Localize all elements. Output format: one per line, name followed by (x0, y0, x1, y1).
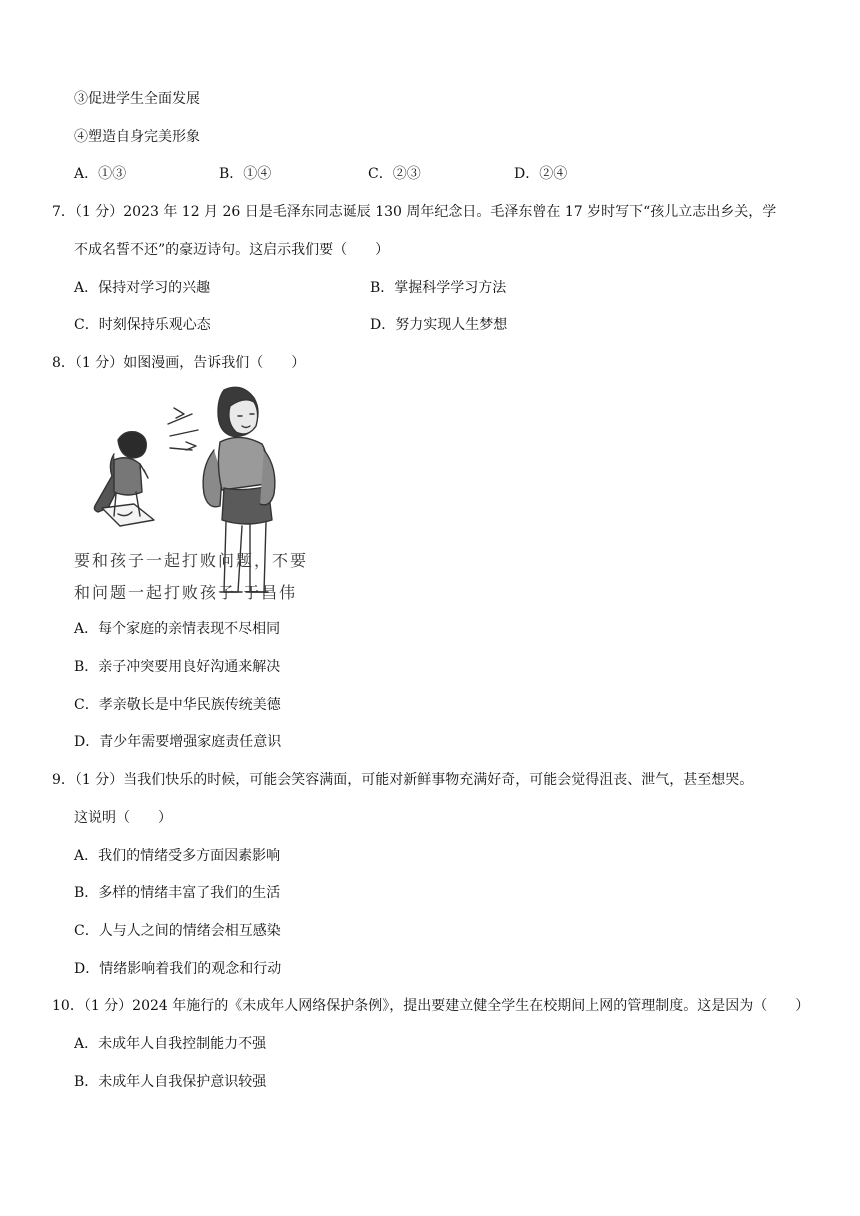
comic-caption-line-1: 要和孩子一起打败问题，不要 (74, 551, 309, 570)
q9-option-b: B．多样的情绪丰富了我们的生活 (74, 885, 281, 901)
q6-option-a: A．①③ (74, 166, 127, 182)
q6-option-b: B．①④ (219, 166, 272, 182)
q6-option-c: C．②③ (368, 166, 421, 182)
q10-stem: 10．（1 分）2024 年施行的《未成年人网络保护条例》，提出要建立健全学生在校期间上网的管理制度。这是因为（ ） (52, 998, 810, 1014)
q10-option-a: A．未成年人自我控制能力不强 (74, 1036, 267, 1052)
q8-stem: 8．（1 分）如图漫画，告诉我们（ ） (52, 355, 306, 371)
comic-caption-line-2: 和问题一起打败孩子 于昌伟 (74, 583, 298, 602)
q9-option-c: C．人与人之间的情绪会相互感染 (74, 923, 281, 939)
q7-stem-line-1: 7．（1 分）2023 年 12 月 26 日是毛泽东同志诞辰 130 周年纪念日。毛泽东曾在 17 岁时写下“孩儿立志出乡关，学 (52, 204, 777, 220)
q6-item-4: ④塑造自身完美形象 (74, 129, 200, 145)
q9-option-d: D．情绪影响着我们的观念和行动 (74, 961, 282, 977)
q9-option-a: A．我们的情绪受多方面因素影响 (74, 848, 281, 864)
q9-stem-line-2: 这说明（ ） (74, 810, 172, 826)
q8-option-d: D．青少年需要增强家庭责任意识 (74, 734, 282, 750)
q7-option-a: A．保持对学习的兴趣 (74, 280, 211, 296)
q7-option-c: C．时刻保持乐观心态 (74, 317, 211, 333)
q7-stem-line-2: 不成名誓不还”的豪迈诗句。这启示我们要（ ） (74, 242, 390, 258)
q9-stem-line-1: 9．（1 分）当我们快乐的时候，可能会笑容满面，可能对新鲜事物充满好奇，可能会觉得沮丧、泄气，甚至想哭。 (52, 772, 754, 788)
q10-option-b: B．未成年人自我保护意识较强 (74, 1074, 267, 1090)
q7-option-d: D．努力实现人生梦想 (370, 317, 508, 333)
q6-option-d: D．②④ (514, 166, 568, 182)
q6-item-3: ③促进学生全面发展 (74, 91, 200, 107)
q8-option-b: B．亲子冲突要用良好沟通来解决 (74, 659, 281, 675)
q7-option-b: B．掌握科学学习方法 (370, 280, 507, 296)
q8-option-c: C．孝亲敬长是中华民族传统美德 (74, 697, 281, 713)
parent-child-comic-illustration (74, 384, 310, 606)
q8-option-a: A．每个家庭的亲情表现不尽相同 (74, 621, 281, 637)
